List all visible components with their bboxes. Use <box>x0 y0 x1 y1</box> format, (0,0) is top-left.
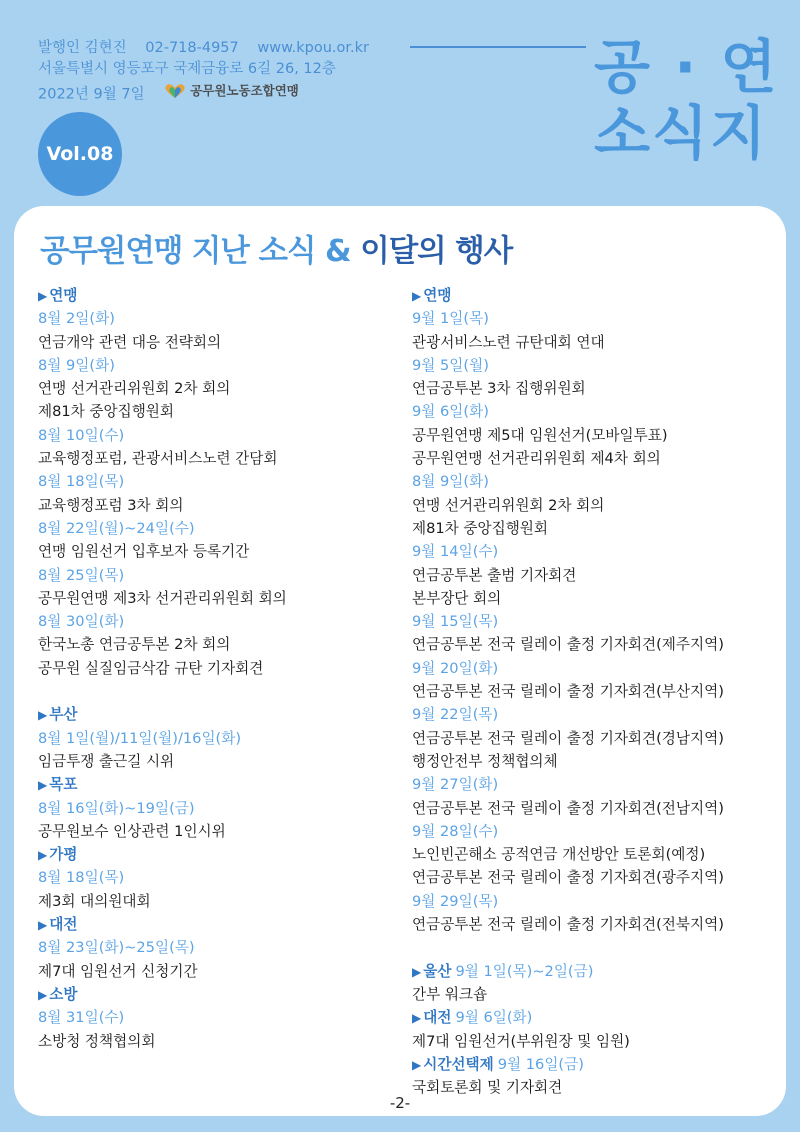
category-label: 대전 <box>423 1009 452 1027</box>
event-title: 연맹 선거관리위원회 2차 회의 <box>412 496 605 514</box>
triangle-bullet-icon: ▶ <box>38 708 48 723</box>
page-number: -2- <box>389 1094 411 1112</box>
category-heading <box>412 1006 792 1029</box>
event-title: 연금공투본 전국 릴레이 출정 기자회견(전북지역) <box>412 916 724 934</box>
event-date: 8월 9일(화) <box>412 473 489 491</box>
issuer: 발행인 김현진 <box>38 40 127 56</box>
right-column <box>412 284 792 1099</box>
category-heading <box>412 1053 792 1076</box>
event-title: 연맹 임원선거 입후보자 등록기간 <box>38 543 250 561</box>
category-heading <box>38 843 398 866</box>
category-label: 부산 <box>49 706 78 724</box>
headline-part-1: 공무원연맹 지난 소식 & <box>40 234 361 269</box>
event-title: 공무원연맹 제3차 선거관리위원회 회의 <box>38 589 287 607</box>
category-label: 연맹 <box>49 287 78 304</box>
heart-logo-icon <box>163 83 187 99</box>
event-title: 연금공투본 전국 릴레이 출정 기자회견(부산지역) <box>412 683 724 701</box>
triangle-bullet-icon: ▶ <box>38 289 48 303</box>
event-date: 9월 27일(화) <box>412 776 499 794</box>
publisher-info <box>38 38 369 106</box>
event-title: 연금공투본 전국 릴레이 출정 기자회견(제주지역) <box>412 636 724 654</box>
event-title: 연금공투본 출범 기자회견 <box>412 566 577 584</box>
triangle-bullet-icon: ▶ <box>412 1011 422 1026</box>
event-title: 행정안전부 정책협의체 <box>412 752 558 770</box>
event-title: 국회토론회 및 기자회견 <box>412 1079 563 1097</box>
event-title: 본부장단 회의 <box>412 589 502 607</box>
event-title: 교육행정포럼 3차 회의 <box>38 496 184 514</box>
phone: 02-718-4957 <box>145 40 239 56</box>
event-title: 공무원보수 인상관련 1인시위 <box>38 822 226 840</box>
category-label: 목포 <box>49 776 78 794</box>
event-title: 제81차 중앙집행원회 <box>38 403 174 421</box>
website-link[interactable]: www.kpou.or.kr <box>257 40 369 56</box>
volume-badge: Vol.08 <box>38 112 122 196</box>
event-date: 9월 1일(목) <box>412 310 489 328</box>
event-date: 8월 31일(수) <box>38 1009 125 1027</box>
event-title: 공무원연맹 선거관리위원회 제4차 회의 <box>412 450 661 468</box>
event-date: 8월 10일(수) <box>38 426 125 444</box>
masthead-line-1: 공 · 연 <box>594 33 779 101</box>
org-logo <box>163 80 299 101</box>
triangle-bullet-icon: ▶ <box>38 778 48 793</box>
event-date: 9월 6일(화) <box>455 1009 533 1027</box>
event-date: 8월 1일(월)/11일(월)/16일(화) <box>38 729 242 747</box>
category-heading <box>38 284 398 307</box>
category-label: 울산 <box>423 962 452 980</box>
category-heading <box>38 773 398 796</box>
event-title: 제7대 임원선거(부위원장 및 임원) <box>412 1032 630 1050</box>
event-title: 임금투쟁 출근길 시위 <box>38 752 175 770</box>
headline-part-2: 이달의 행사 <box>360 234 513 269</box>
event-title: 연금공투본 전국 릴레이 출정 기자회견(경남지역) <box>412 729 724 747</box>
event-date: 9월 6일(화) <box>412 403 489 421</box>
event-title: 연금개악 관련 대응 전략회의 <box>38 333 222 351</box>
masthead-line-2: 소식지 <box>594 99 769 167</box>
event-date: 9월 16일(금) <box>497 1055 584 1073</box>
event-title: 공무원연맹 제5대 임원선거(모바일투표) <box>412 426 668 444</box>
event-date: 9월 22일(목) <box>412 706 499 724</box>
event-title: 소방청 정책협의회 <box>38 1032 156 1050</box>
page-headline <box>40 226 512 270</box>
spacer <box>412 936 792 959</box>
event-title: 제3회 대의원대회 <box>38 892 151 910</box>
header-divider <box>410 46 586 48</box>
event-title: 제81차 중앙집행원회 <box>412 519 548 537</box>
event-date: 9월 5일(월) <box>412 356 489 374</box>
address: 서울특별시 영등포구 국제금융로 6길 26, 12층 <box>38 61 336 77</box>
org-name: 공무원노동조합연맹 <box>190 83 299 98</box>
event-title: 제7대 임원선거 신청기간 <box>38 962 198 980</box>
masthead-title <box>594 33 779 167</box>
event-date: 8월 18일(목) <box>38 869 125 887</box>
category-heading <box>38 913 398 936</box>
event-title: 공무원 실질임금삭감 규탄 기자회견 <box>38 659 264 677</box>
category-heading <box>38 703 398 726</box>
event-date: 8월 22일(월)~24일(수) <box>38 519 195 537</box>
event-title: 연금공투본 전국 릴레이 출정 기자회견(전남지역) <box>412 799 724 817</box>
category-heading <box>412 284 792 307</box>
spacer <box>38 680 398 703</box>
event-date: 8월 16일(화)~19일(금) <box>38 799 195 817</box>
triangle-bullet-icon: ▶ <box>38 918 48 933</box>
event-title: 노인빈곤해소 공적연금 개선방안 토론회(예정) <box>412 846 706 864</box>
event-title: 연맹 선거관리위원회 2차 회의 <box>38 380 231 398</box>
event-date: 9월 28일(수) <box>412 822 499 840</box>
event-date: 8월 30일(화) <box>38 613 125 631</box>
category-label: 대전 <box>49 916 78 934</box>
event-date: 8월 9일(화) <box>38 356 115 374</box>
event-date: 9월 29일(목) <box>412 892 499 910</box>
event-date: 9월 15일(목) <box>412 613 499 631</box>
publish-date: 2022년 9월 7일 <box>38 86 145 103</box>
triangle-bullet-icon: ▶ <box>38 848 48 863</box>
event-date: 8월 25일(목) <box>38 566 125 584</box>
left-column <box>38 284 398 1053</box>
category-label: 시간선택제 <box>423 1055 494 1073</box>
event-date: 9월 1일(목)~2일(금) <box>455 962 594 980</box>
category-label: 소방 <box>49 985 78 1003</box>
event-date: 8월 2일(화) <box>38 310 115 328</box>
triangle-bullet-icon: ▶ <box>412 1057 422 1072</box>
event-title: 한국노총 연금공투본 2차 회의 <box>38 636 231 654</box>
event-title: 연금공투본 3차 집행위원회 <box>412 380 586 398</box>
category-label: 가평 <box>49 846 78 864</box>
event-title: 간부 워크숍 <box>412 985 488 1003</box>
event-date: 9월 20일(화) <box>412 659 499 677</box>
category-label: 연맹 <box>423 287 452 304</box>
category-heading <box>38 983 398 1006</box>
category-heading <box>412 960 792 983</box>
event-date: 8월 18일(목) <box>38 473 125 491</box>
event-title: 관광서비스노련 규탄대회 연대 <box>412 333 605 351</box>
event-title: 교육행정포럼, 관광서비스노련 간담회 <box>38 450 278 468</box>
event-date: 8월 23일(화)~25일(목) <box>38 939 195 957</box>
event-date: 9월 14일(수) <box>412 543 499 561</box>
triangle-bullet-icon: ▶ <box>412 964 422 979</box>
triangle-bullet-icon: ▶ <box>38 987 48 1002</box>
event-title: 연금공투본 전국 릴레이 출정 기자회견(광주지역) <box>412 869 724 887</box>
triangle-bullet-icon: ▶ <box>412 289 422 303</box>
